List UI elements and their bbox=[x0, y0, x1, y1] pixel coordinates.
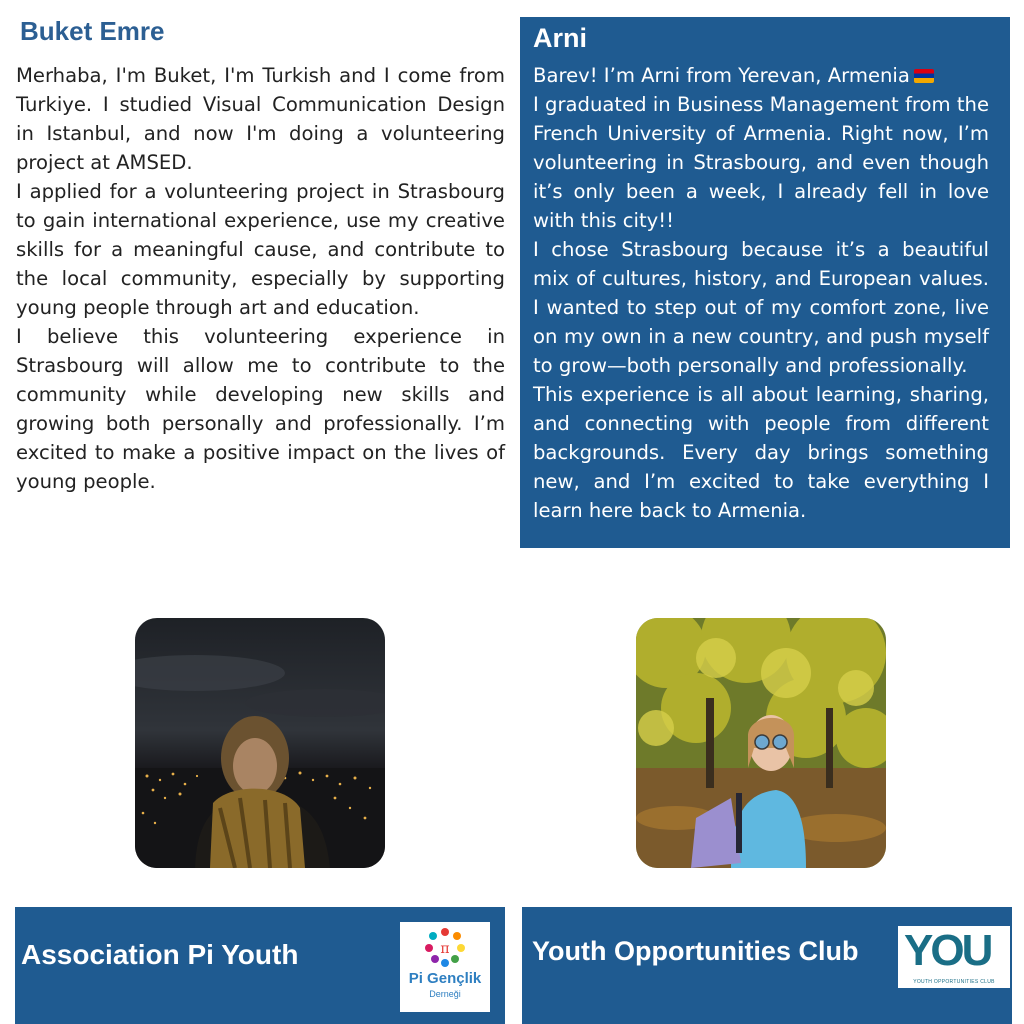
buket-bio-paragraph: I believe this volunteering experience in Strasbourg will allow me to contribute to the community while developing new skills and growing both personally and professionally. I’m excited to make a positive impact on the lives of young people. bbox=[16, 325, 505, 493]
youth-opportunities-title: Youth Opportunities Club bbox=[532, 936, 859, 966]
arni-photo bbox=[636, 618, 886, 868]
buket-bio-paragraph: Merhaba, I'm Buket, I'm Turkish and I come from Turkiye. I studied Visual Communication Design in Istanbul, and now I'm doing a volunteering project at AMSED. bbox=[16, 64, 505, 174]
buket-bio-paragraph: I applied for a volunteering project in Strasbourg to gain international experience, use my creative skills for a meaningful cause, and contribute to the local community, especially by supporting young people through art and education. bbox=[16, 180, 505, 319]
arni-bio-card bbox=[520, 17, 1010, 548]
arni-bio-paragraph: I graduated in Business Management from the French University of Armenia. Right now, I’m volunteering in Strasbourg, and even though it’s only been a week, I already fell in love with this city!! bbox=[533, 93, 989, 232]
you-club-logo bbox=[898, 926, 1010, 988]
arni-bio-paragraph: This experience is all about learning, sharing, and connecting with people from different backgrounds. Every day brings something new, and I’m excited to take everything I learn here back to Armenia. bbox=[533, 383, 989, 522]
youth-opportunities-footer bbox=[522, 907, 1012, 1024]
buket-name-heading: Buket Emre bbox=[20, 16, 165, 46]
pi-people-circle-icon bbox=[400, 922, 490, 972]
svg-text:π: π bbox=[440, 941, 450, 957]
arni-bio-paragraph: I chose Strasbourg because it’s a beautiful mix of cultures, history, and European values. I wanted to step out of my comfort zone, live on my own in a new country, and push myself to grow—both personally and professionally. bbox=[533, 238, 989, 377]
pi-genclik-logo bbox=[400, 922, 490, 1012]
pi-youth-title: Association Pi Youth bbox=[21, 939, 299, 970]
armenia-flag-icon bbox=[914, 69, 934, 83]
arni-greeting-text: Barev! I’m Arni from Yerevan, Armenia bbox=[533, 64, 910, 87]
buket-bio bbox=[16, 61, 505, 496]
buket-photo bbox=[135, 618, 385, 868]
arni-bio bbox=[533, 61, 989, 525]
you-logo-subtext: YOUTH OPPORTUNITIES CLUB bbox=[913, 979, 995, 985]
you-logo-mark: YOU bbox=[904, 926, 991, 975]
pi-logo-text: Pi Gençlik bbox=[408, 970, 482, 987]
arni-name-heading: Arni bbox=[533, 23, 587, 53]
arni-greeting bbox=[533, 61, 989, 90]
pi-youth-footer bbox=[15, 907, 505, 1024]
pi-logo-subtext: Derneği bbox=[429, 989, 461, 999]
